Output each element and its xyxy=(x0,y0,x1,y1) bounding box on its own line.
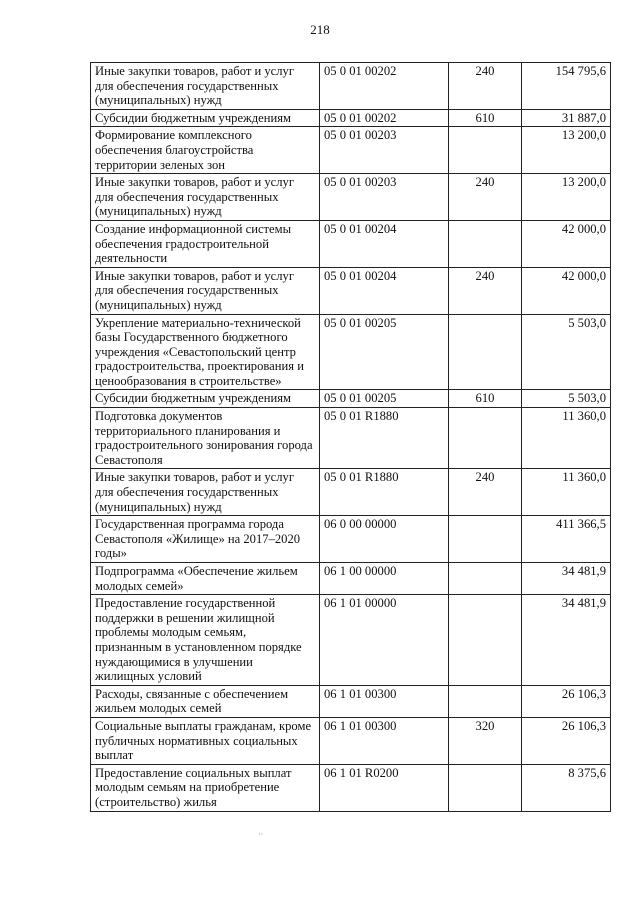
row-amount-cell: 31 887,0 xyxy=(522,109,611,127)
table-row xyxy=(91,109,611,127)
row-code-cell: 06 1 00 00000 xyxy=(320,563,449,595)
row-code-cell: 05 0 01 00204 xyxy=(320,220,449,267)
row-name-cell: Субсидии бюджетным учреждениям xyxy=(91,390,320,408)
row-code-cell: 06 1 01 00000 xyxy=(320,595,449,686)
row-expense-type-cell xyxy=(449,127,522,174)
table-row xyxy=(91,390,611,408)
row-code-cell: 06 1 01 00300 xyxy=(320,685,449,717)
row-amount-cell: 42 000,0 xyxy=(522,220,611,267)
row-code-cell: 05 0 01 00202 xyxy=(320,63,449,110)
row-name-cell: Формирование комплексного обеспечения благоустройства территории зеленых зон xyxy=(91,127,320,174)
row-amount-cell: 26 106,3 xyxy=(522,717,611,764)
row-name-cell: Иные закупки товаров, работ и услуг для обеспечения государственных (муниципальных) нужд xyxy=(91,174,320,221)
row-amount-cell: 5 503,0 xyxy=(522,390,611,408)
row-expense-type-cell: 610 xyxy=(449,109,522,127)
table-row xyxy=(91,516,611,563)
row-amount-cell: 11 360,0 xyxy=(522,469,611,516)
row-expense-type-cell: 240 xyxy=(449,267,522,314)
row-amount-cell: 5 503,0 xyxy=(522,314,611,390)
row-code-cell: 06 1 01 R0200 xyxy=(320,764,449,811)
table-row xyxy=(91,220,611,267)
row-code-cell: 05 0 01 00203 xyxy=(320,127,449,174)
row-name-cell: Подготовка документов территориального планирования и градостроительного зонирования города Севастополя xyxy=(91,408,320,469)
row-expense-type-cell: 610 xyxy=(449,390,522,408)
row-code-cell: 05 0 01 00204 xyxy=(320,267,449,314)
row-code-cell: 05 0 01 00205 xyxy=(320,314,449,390)
table-row xyxy=(91,764,611,811)
table-row xyxy=(91,174,611,221)
table-row xyxy=(91,408,611,469)
row-name-cell: Предоставление государственной поддержки в решении жилищной проблемы молодым семьям, признанным в установленном порядке нуждающимися в улучшении жилищных условий xyxy=(91,595,320,686)
row-code-cell: 05 0 01 R1880 xyxy=(320,469,449,516)
row-expense-type-cell xyxy=(449,595,522,686)
table-row xyxy=(91,267,611,314)
table-row xyxy=(91,314,611,390)
row-amount-cell: 8 375,6 xyxy=(522,764,611,811)
row-code-cell: 05 0 01 R1880 xyxy=(320,408,449,469)
row-code-cell: 06 0 00 00000 xyxy=(320,516,449,563)
row-name-cell: Предоставление социальных выплат молодым семьям на приобретение (строительство) жилья xyxy=(91,764,320,811)
row-amount-cell: 34 481,9 xyxy=(522,595,611,686)
row-code-cell: 06 1 01 00300 xyxy=(320,717,449,764)
row-expense-type-cell xyxy=(449,314,522,390)
row-name-cell: Создание информационной системы обеспечения градостроительной деятельности xyxy=(91,220,320,267)
row-name-cell: Социальные выплаты гражданам, кроме публичных нормативных социальных выплат xyxy=(91,717,320,764)
table-row xyxy=(91,63,611,110)
row-expense-type-cell xyxy=(449,516,522,563)
row-expense-type-cell: 240 xyxy=(449,63,522,110)
row-name-cell: Иные закупки товаров, работ и услуг для обеспечения государственных (муниципальных) нужд xyxy=(91,469,320,516)
row-amount-cell: 34 481,9 xyxy=(522,563,611,595)
row-amount-cell: 154 795,6 xyxy=(522,63,611,110)
row-code-cell: 05 0 01 00205 xyxy=(320,390,449,408)
row-expense-type-cell: 320 xyxy=(449,717,522,764)
row-name-cell: Подпрограмма «Обеспечение жильем молодых семей» xyxy=(91,563,320,595)
row-name-cell: Иные закупки товаров, работ и услуг для обеспечения государственных (муниципальных) нужд xyxy=(91,267,320,314)
row-name-cell: Государственная программа города Севастополя «Жилище» на 2017–2020 годы» xyxy=(91,516,320,563)
row-amount-cell: 13 200,0 xyxy=(522,127,611,174)
table-row xyxy=(91,469,611,516)
row-expense-type-cell: 240 xyxy=(449,174,522,221)
row-name-cell: Расходы, связанные с обеспечением жильем молодых семей xyxy=(91,685,320,717)
table-row xyxy=(91,685,611,717)
row-amount-cell: 411 366,5 xyxy=(522,516,611,563)
row-amount-cell: 13 200,0 xyxy=(522,174,611,221)
budget-table xyxy=(90,62,611,812)
stray-mark: ·· xyxy=(258,830,264,839)
table-row xyxy=(91,595,611,686)
row-expense-type-cell: 240 xyxy=(449,469,522,516)
row-amount-cell: 42 000,0 xyxy=(522,267,611,314)
row-amount-cell: 26 106,3 xyxy=(522,685,611,717)
row-name-cell: Субсидии бюджетным учреждениям xyxy=(91,109,320,127)
budget-table-body xyxy=(91,63,611,812)
page-number: 218 xyxy=(310,22,330,37)
row-name-cell: Иные закупки товаров, работ и услуг для обеспечения государственных (муниципальных) нужд xyxy=(91,63,320,110)
row-code-cell: 05 0 01 00203 xyxy=(320,174,449,221)
row-code-cell: 05 0 01 00202 xyxy=(320,109,449,127)
row-expense-type-cell xyxy=(449,685,522,717)
row-expense-type-cell xyxy=(449,764,522,811)
table-row xyxy=(91,127,611,174)
row-name-cell: Укрепление материально-технической базы Государственного бюджетного учреждения «Севастопольский центр градостроительства, проектирования и ценообразования в строительстве» xyxy=(91,314,320,390)
row-amount-cell: 11 360,0 xyxy=(522,408,611,469)
row-expense-type-cell xyxy=(449,563,522,595)
table-row xyxy=(91,717,611,764)
row-expense-type-cell xyxy=(449,408,522,469)
table-row xyxy=(91,563,611,595)
row-expense-type-cell xyxy=(449,220,522,267)
